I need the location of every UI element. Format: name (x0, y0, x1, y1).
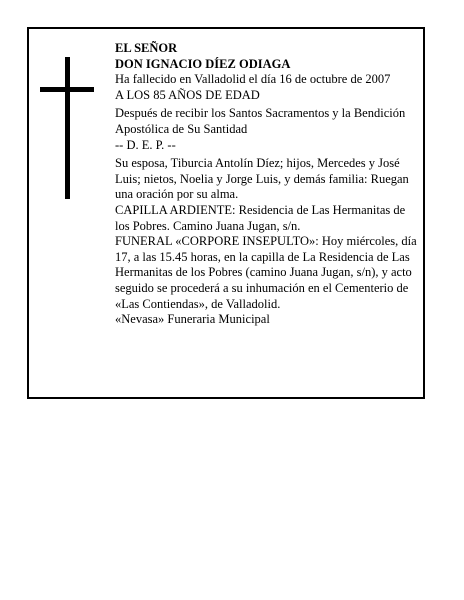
cross-horizontal-bar (40, 87, 94, 92)
latin-cross-icon (40, 57, 94, 199)
obituary-notice (27, 27, 425, 399)
deceased-name: DON IGNACIO DÍEZ ODIAGA (115, 56, 291, 71)
funeral-info: FUNERAL «CORPORE INSEPULTO»: Hoy miércoles, día 17, a las 15.45 horas, en la capilla de La Residencia de Las Hermanitas de los Pobres (camino Juana Jugan, s/n), y acto seguido se procederá a su inhumación en el Cementerio de «Las Contiendas», de Valladolid. (115, 234, 417, 311)
notice-text (115, 41, 421, 328)
funeral-home: «Nevasa» Funeraria Municipal (115, 312, 270, 327)
sacraments-statement: Después de recibir los Santos Sacramentos y la Bendición Apostólica de Su Santidad (115, 106, 406, 136)
notice-title: EL SEÑOR (115, 41, 178, 55)
cross-vertical-bar (65, 57, 70, 199)
dep-line: -- D. E. P. -- (115, 137, 176, 152)
death-statement: Ha fallecido en Valladolid el día 16 de octubre de 2007 (115, 72, 391, 87)
chapel-info: CAPILLA ARDIENTE: Residencia de Las Hermanitas de los Pobres. Camino Juana Jugan, s/n. (115, 202, 406, 233)
age-statement: A LOS 85 AÑOS DE EDAD (115, 87, 260, 102)
family-statement: Su esposa, Tiburcia Antolín Díez; hijos, Mercedes y José Luis; nietos, Noelia y Jorge Luis, y demás familia: Ruegan una oración por su alma. (115, 156, 409, 202)
